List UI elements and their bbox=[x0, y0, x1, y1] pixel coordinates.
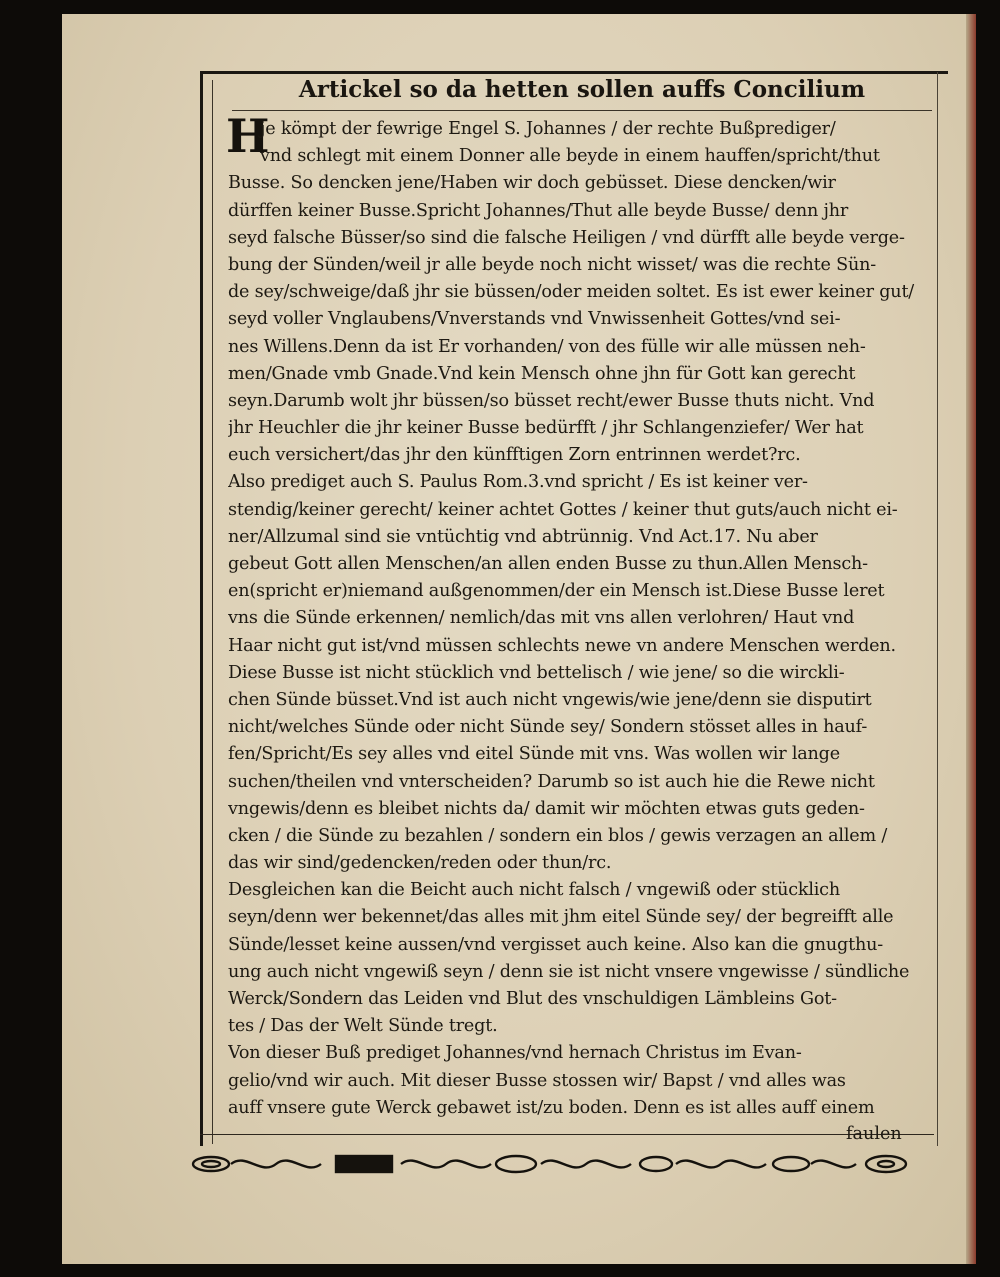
text-line: cken / die Sünde zu bezahlen / sondern ein blos / gewis verzagen an allem / bbox=[228, 825, 888, 846]
text-line: de sey/schweige/daß jhr sie büssen/oder meiden soltet. Es ist ewer keiner gut/ bbox=[228, 282, 915, 303]
text-line: seyd falsche Büsser/so sind die falsche Heiligen / vnd dürfft alle beyde verge- bbox=[228, 227, 905, 248]
running-head: Artickel so da hetten sollen auffs Concilium bbox=[232, 76, 932, 111]
text-line: chen Sünde büsset.Vnd ist auch nicht vngewis/wie jene/denn sie disputirt bbox=[228, 689, 872, 710]
text-line: seyn.Darumb wolt jhr büssen/so büsset recht/ewer Busse thuts nicht. Vnd bbox=[228, 390, 875, 411]
frame-inner-rule bbox=[212, 80, 213, 1144]
text-line: Busse. So dencken jene/Haben wir doch gebüsset. Diese dencken/wir bbox=[228, 173, 836, 194]
text-line: vnd schlegt mit einem Donner alle beyde in einem hauffen/spricht/thut bbox=[260, 146, 880, 167]
text-line: stendig/keiner gerecht/ keiner achtet Gottes / keiner thut guts/auch nicht ei- bbox=[228, 499, 898, 520]
text-line: je kömpt der fewrige Engel S. Johannes / der rechte Bußprediger/ bbox=[260, 119, 836, 139]
text-line: fen/Spricht/Es sey alles vnd eitel Sünde mit vns. Was wollen wir lange bbox=[228, 744, 840, 765]
text-line: ung auch nicht vngewiß seyn / denn sie ist nicht vnsere vngewisse / sündliche bbox=[228, 961, 910, 982]
initial-letter: H bbox=[226, 109, 270, 163]
text-line: tes / Das der Welt Sünde tregt. bbox=[228, 1016, 498, 1037]
ornament-border bbox=[186, 1150, 936, 1178]
text-line: Haar nicht gut ist/vnd müssen schlechts newe vn andere Menschen werden. bbox=[228, 635, 896, 656]
text-line: euch versichert/das jhr den künfftigen Zorn entrinnen werdet?rc. bbox=[228, 445, 801, 466]
text-line: nes Willens.Denn da ist Er vorhanden/ von des fülle wir alle müssen neh- bbox=[228, 336, 866, 357]
body-text bbox=[228, 116, 928, 1122]
text-line: Werck/Sondern das Leiden vnd Blut des vnschuldigen Lämbleins Got- bbox=[228, 989, 837, 1009]
text-line: bung der Sünden/weil jr alle beyde noch nicht wisset/ was die rechte Sün- bbox=[228, 254, 876, 275]
text-line: suchen/theilen vnd vnterscheiden? Darumb so ist auch hie die Rewe nicht bbox=[228, 771, 875, 792]
text-line: ner/Allzumal sind sie vntüchtig vnd abtrünnig. Vnd Act.17. Nu aber bbox=[228, 526, 818, 547]
text-line: auff vnsere gute Werck gebawet ist/zu boden. Denn es ist alles auff einem bbox=[228, 1097, 875, 1118]
frame-bottom-rule bbox=[200, 1134, 934, 1135]
text-line: seyn/denn wer bekennet/das alles mit jhm eitel Sünde sey/ der begreifft alle bbox=[228, 907, 894, 928]
text-line: seyd voller Vnglaubens/Vnverstands vnd Vnwissenheit Gottes/vnd sei- bbox=[228, 309, 841, 330]
text-line: Also prediget auch S. Paulus Rom.3.vnd spricht / Es ist keiner ver- bbox=[228, 472, 808, 493]
text-line: vns die Sünde erkennen/ nemlich/das mit vns allen verlohren/ Haut vnd bbox=[228, 608, 855, 629]
text-line: dürffen keiner Busse.Spricht Johannes/Thut alle beyde Busse/ denn jhr bbox=[228, 200, 849, 221]
text-line: jhr Heuchler die jhr keiner Busse bedürfft / jhr Schlangenziefer/ Wer hat bbox=[228, 418, 864, 439]
text-line: Von dieser Buß prediget Johannes/vnd hernach Christus im Evan- bbox=[228, 1043, 802, 1064]
text-line: gelio/vnd wir auch. Mit dieser Busse stossen wir/ Bapst / vnd alles was bbox=[228, 1070, 846, 1091]
text-line: nicht/welches Sünde oder nicht Sünde sey/ Sondern stösset alles in hauf- bbox=[228, 717, 868, 738]
text-line: gebeut Gott allen Menschen/an allen enden Busse zu thun.Allen Mensch- bbox=[228, 554, 868, 574]
text-line: das wir sind/gedencken/reden oder thun/rc. bbox=[228, 853, 612, 874]
text-line: men/Gnade vmb Gnade.Vnd kein Mensch ohne jhn für Gott kan gerecht bbox=[228, 363, 856, 384]
text-line: Sünde/lesset keine aussen/vnd vergisset auch keine. Also kan die gnugthu- bbox=[228, 934, 883, 955]
text-line: vngewis/denn es bleibet nichts da/ damit wir möchten etwas guts geden- bbox=[228, 798, 865, 819]
text-line: en(spricht er)niemand außgenommen/der ein Mensch ist.Diese Busse leret bbox=[228, 581, 885, 602]
text-line: Diese Busse ist nicht stücklich vnd bettelisch / wie jene/ so die wirckli- bbox=[228, 662, 845, 683]
page-edge bbox=[966, 14, 976, 1264]
catchword: faulen bbox=[846, 1124, 902, 1144]
text-line: Desgleichen kan die Beicht auch nicht falsch / vngewiß oder stücklich bbox=[228, 880, 840, 901]
